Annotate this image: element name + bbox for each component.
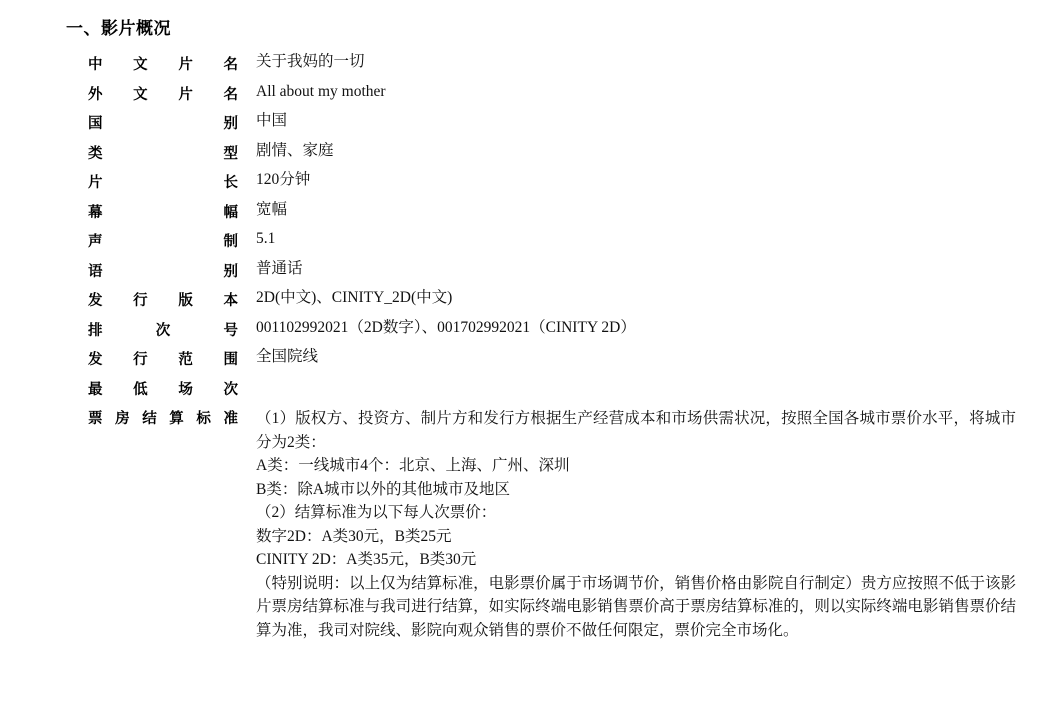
table-row bbox=[88, 201, 1016, 231]
field-label: 国别 bbox=[88, 116, 238, 132]
field-label: 发行范围 bbox=[88, 352, 238, 368]
field-label: 排次号 bbox=[88, 322, 238, 339]
field-value: 001102992021（2D数字）、001702992021（CINITY 2D） bbox=[256, 318, 636, 336]
page-title: 一、影片概况 bbox=[66, 19, 171, 39]
field-value: 关于我妈的一切 bbox=[256, 53, 365, 70]
table-row bbox=[88, 319, 1016, 349]
settlement-label: 票房结算标准 bbox=[88, 411, 238, 427]
field-value: 5.1 bbox=[256, 230, 276, 247]
settlement-line: CINITY 2D：A类35元，B类30元 bbox=[256, 551, 477, 569]
settlement-line: （特别说明：以上仅为结算标准，电影票价属于市场调节价，销售价格由影院自行制定）贵方应按照不低于该影片票房结算标准与我司进行结算，如实际终端电影销售票价高于票房结算标准的，则以实际终端电影销售票价结算为准，我司对院线、影院向观众销售的票价不做任何限定，票价完全市场化。 bbox=[256, 574, 1016, 639]
field-value: 120分钟 bbox=[256, 171, 311, 188]
film-overview-table bbox=[88, 53, 1016, 642]
field-label: 声制 bbox=[88, 234, 238, 250]
field-label: 类型 bbox=[88, 145, 238, 162]
field-value: 普通话 bbox=[256, 259, 303, 277]
field-label: 发行版本 bbox=[88, 293, 238, 309]
field-value: 全国院线 bbox=[256, 348, 319, 365]
table-row bbox=[88, 112, 1016, 142]
settlement-text bbox=[256, 407, 1016, 642]
table-row bbox=[88, 171, 1016, 201]
table-row bbox=[88, 378, 1016, 408]
settlement-line: （1）版权方、投资方、制片方和发行方根据生产经营成本和市场供需状况，按照全国各城市票价水平，将城市分为2类： bbox=[256, 410, 1016, 451]
table-row bbox=[88, 53, 1016, 83]
settlement-line: （2）结算标准为以下每人次票价： bbox=[256, 504, 497, 522]
table-row bbox=[88, 230, 1016, 260]
table-row bbox=[88, 260, 1016, 290]
settlement-value bbox=[238, 407, 1016, 642]
field-value: All about my mother bbox=[256, 82, 386, 100]
settlement-line: 数字2D：A类30元，B类25元 bbox=[256, 527, 452, 545]
table-row bbox=[88, 289, 1016, 319]
field-label: 最低场次 bbox=[88, 381, 238, 398]
field-value: 2D(中文)、CINITY_2D(中文) bbox=[256, 289, 453, 306]
settlement-line: B类：除A城市以外的其他城市及地区 bbox=[256, 480, 511, 498]
field-value: 中国 bbox=[256, 112, 288, 129]
field-label: 语别 bbox=[88, 263, 238, 280]
table-row bbox=[88, 348, 1016, 378]
table-row-settlement bbox=[88, 407, 1016, 642]
field-value bbox=[238, 378, 1016, 408]
field-label: 片长 bbox=[88, 175, 238, 191]
table-row bbox=[88, 142, 1016, 172]
table-row bbox=[88, 83, 1016, 113]
field-label: 外文片名 bbox=[88, 86, 238, 103]
field-value: 宽幅 bbox=[256, 200, 288, 218]
settlement-line: A类：一线城市4个：北京、上海、广州、深圳 bbox=[256, 457, 570, 475]
field-label: 幕幅 bbox=[88, 204, 238, 221]
field-value: 剧情、家庭 bbox=[256, 141, 334, 159]
field-label: 中文片名 bbox=[88, 57, 238, 73]
